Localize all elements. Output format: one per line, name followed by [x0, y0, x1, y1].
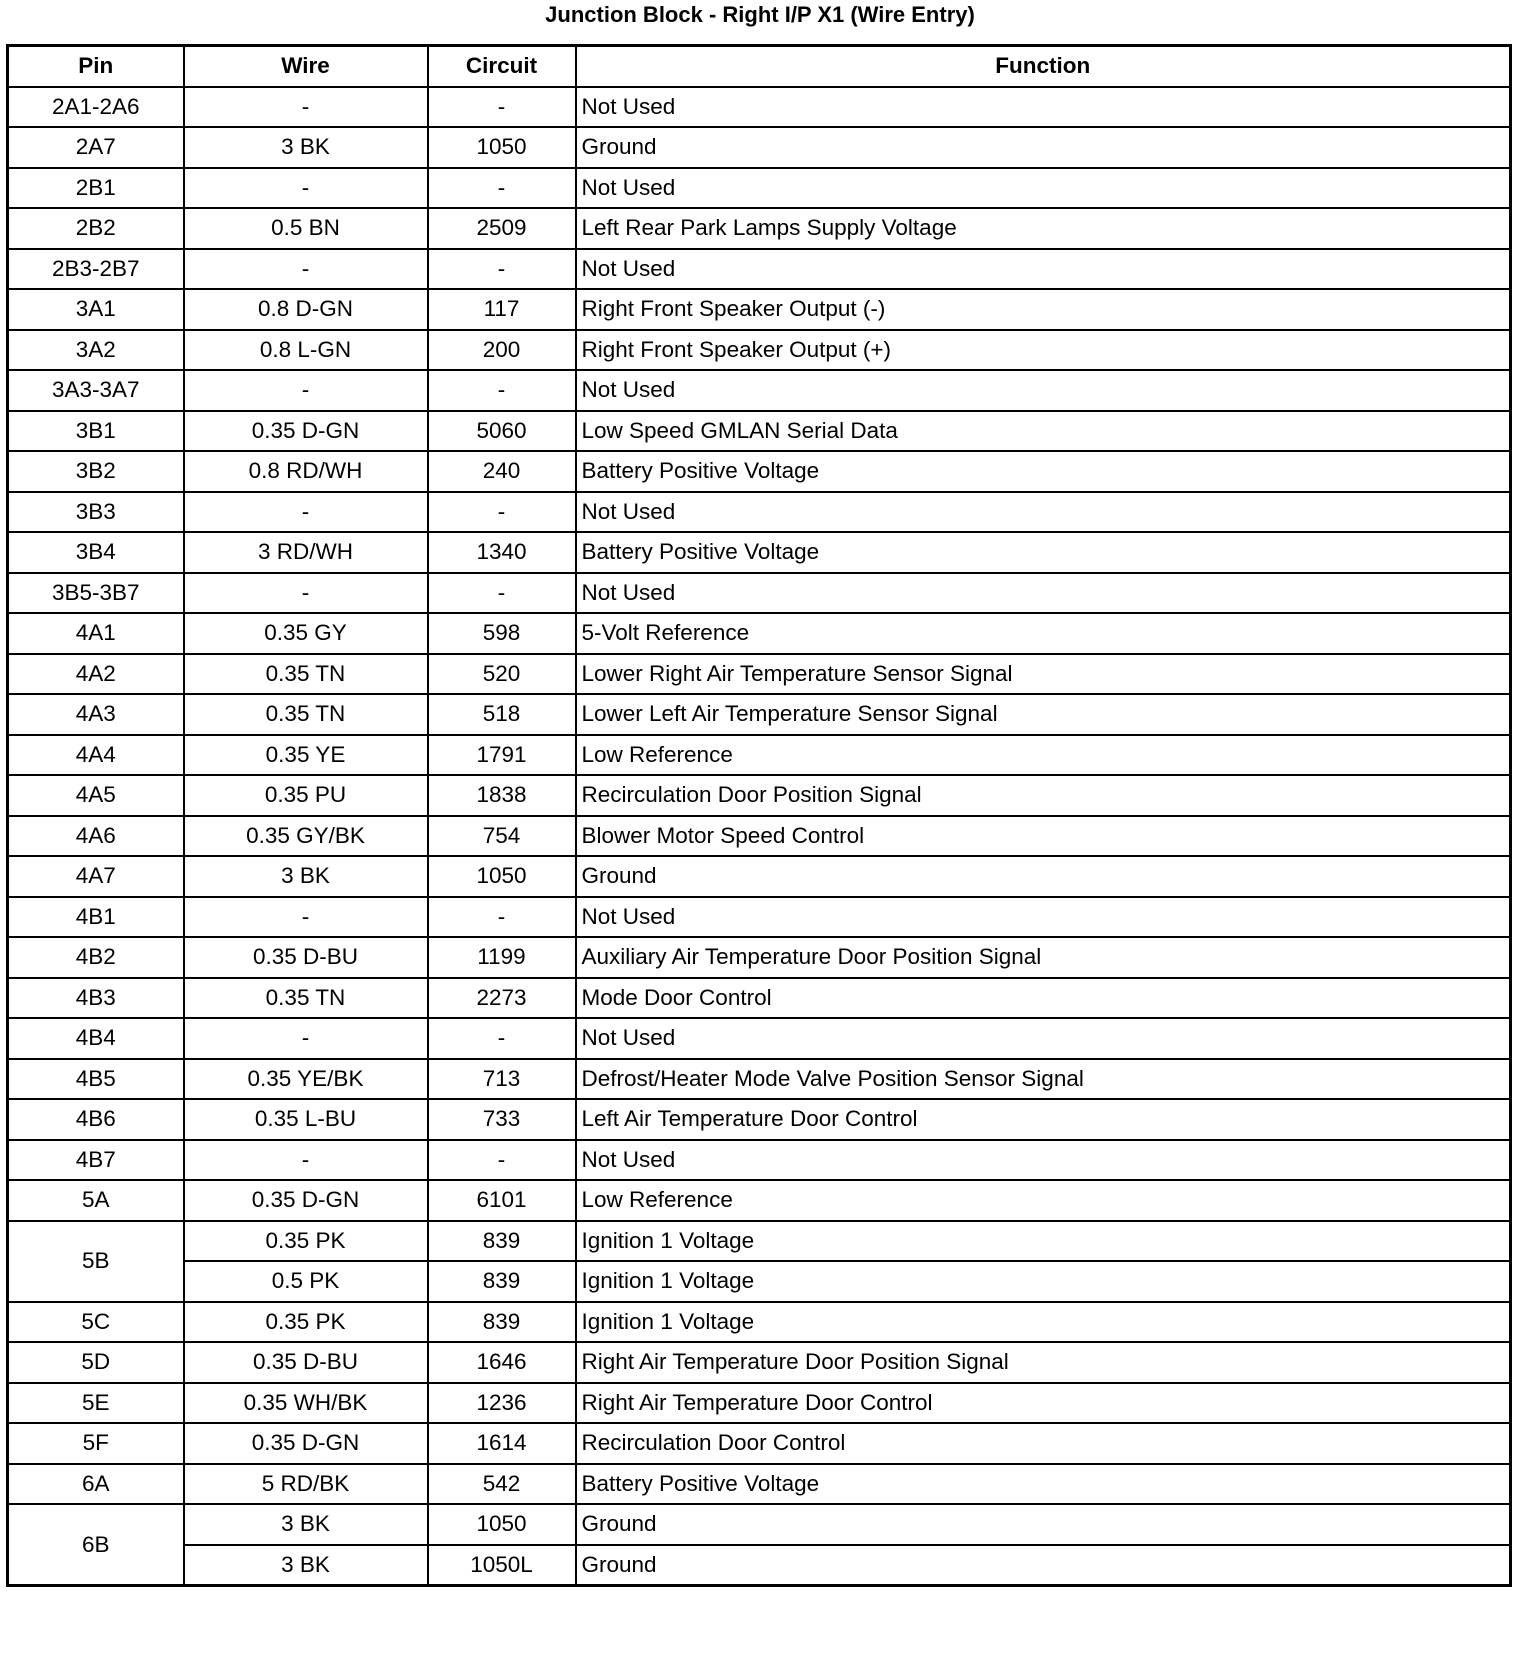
circuit-cell: -: [428, 897, 576, 938]
table-row: [8, 1099, 1511, 1140]
pin-cell: 4B2: [8, 937, 184, 978]
circuit-cell: 1050: [428, 127, 576, 168]
function-cell: Not Used: [576, 249, 1511, 290]
table-row: [8, 937, 1511, 978]
circuit-cell: -: [428, 370, 576, 411]
table-row: [8, 411, 1511, 452]
table-row: [8, 1059, 1511, 1100]
table-row: [8, 87, 1511, 128]
pin-cell: 4B4: [8, 1018, 184, 1059]
pin-cell: 4B1: [8, 897, 184, 938]
function-cell: Battery Positive Voltage: [576, 1464, 1511, 1505]
function-cell: Ignition 1 Voltage: [576, 1221, 1511, 1262]
function-cell: Not Used: [576, 492, 1511, 533]
pin-cell: 4B6: [8, 1099, 184, 1140]
pin-cell: 2B1: [8, 168, 184, 209]
function-cell: Right Front Speaker Output (-): [576, 289, 1511, 330]
table-body: [8, 87, 1511, 1586]
wire-cell: 5 RD/BK: [184, 1464, 428, 1505]
circuit-cell: 1646: [428, 1342, 576, 1383]
wire-cell: 0.5 BN: [184, 208, 428, 249]
table-row: [8, 1221, 1511, 1262]
wire-cell: 0.35 PK: [184, 1221, 428, 1262]
wire-cell: -: [184, 897, 428, 938]
wire-cell: 0.35 L-BU: [184, 1099, 428, 1140]
wire-cell: 3 BK: [184, 1545, 428, 1586]
circuit-cell: -: [428, 1140, 576, 1181]
function-cell: Right Front Speaker Output (+): [576, 330, 1511, 371]
circuit-cell: 1050: [428, 1504, 576, 1545]
function-cell: Low Reference: [576, 1180, 1511, 1221]
pin-cell: 5A: [8, 1180, 184, 1221]
circuit-cell: 6101: [428, 1180, 576, 1221]
table-row: [8, 1504, 1511, 1545]
table-row: [8, 1140, 1511, 1181]
circuit-cell: -: [428, 573, 576, 614]
table-row: [8, 532, 1511, 573]
function-cell: Lower Left Air Temperature Sensor Signal: [576, 694, 1511, 735]
pin-cell: 4B3: [8, 978, 184, 1019]
function-cell: Battery Positive Voltage: [576, 532, 1511, 573]
function-cell: Right Air Temperature Door Control: [576, 1383, 1511, 1424]
wire-cell: -: [184, 1140, 428, 1181]
wire-cell: 0.35 TN: [184, 694, 428, 735]
function-cell: Low Speed GMLAN Serial Data: [576, 411, 1511, 452]
circuit-cell: 1791: [428, 735, 576, 776]
function-cell: Not Used: [576, 168, 1511, 209]
function-cell: Lower Right Air Temperature Sensor Signal: [576, 654, 1511, 695]
pin-cell: 3B1: [8, 411, 184, 452]
function-cell: Recirculation Door Position Signal: [576, 775, 1511, 816]
function-cell: Not Used: [576, 87, 1511, 128]
circuit-cell: 1050: [428, 856, 576, 897]
pin-cell: 4A7: [8, 856, 184, 897]
table-row: [8, 208, 1511, 249]
pin-cell: 4A6: [8, 816, 184, 857]
page-title: Junction Block - Right I/P X1 (Wire Entry): [545, 2, 975, 27]
pin-cell: 2B3-2B7: [8, 249, 184, 290]
circuit-cell: 598: [428, 613, 576, 654]
function-cell: Left Air Temperature Door Control: [576, 1099, 1511, 1140]
function-cell: Right Air Temperature Door Position Signal: [576, 1342, 1511, 1383]
column-header-circuit: Circuit: [428, 46, 576, 87]
circuit-cell: 240: [428, 451, 576, 492]
table-row: [8, 1383, 1511, 1424]
pin-cell: 5D: [8, 1342, 184, 1383]
table-row: [8, 735, 1511, 776]
pin-cell: 6B: [8, 1504, 184, 1586]
pin-cell: 4A2: [8, 654, 184, 695]
wire-cell: 0.35 D-GN: [184, 411, 428, 452]
table-row: [8, 492, 1511, 533]
wire-cell: -: [184, 87, 428, 128]
circuit-cell: 542: [428, 1464, 576, 1505]
wire-cell: 3 BK: [184, 127, 428, 168]
table-row: [8, 1545, 1511, 1586]
table-row: [8, 1464, 1511, 1505]
pin-cell: 3A1: [8, 289, 184, 330]
function-cell: Blower Motor Speed Control: [576, 816, 1511, 857]
table-row: [8, 168, 1511, 209]
circuit-cell: 1614: [428, 1423, 576, 1464]
wire-cell: 0.35 TN: [184, 654, 428, 695]
pin-cell: 2A1-2A6: [8, 87, 184, 128]
wire-cell: 0.35 WH/BK: [184, 1383, 428, 1424]
wire-cell: 0.35 GY: [184, 613, 428, 654]
function-cell: Defrost/Heater Mode Valve Position Sensor Signal: [576, 1059, 1511, 1100]
wire-cell: 0.35 YE: [184, 735, 428, 776]
pin-cell: 3B2: [8, 451, 184, 492]
function-cell: Mode Door Control: [576, 978, 1511, 1019]
pin-cell: 3A2: [8, 330, 184, 371]
circuit-cell: -: [428, 168, 576, 209]
function-cell: Ground: [576, 1545, 1511, 1586]
pin-cell: 5B: [8, 1221, 184, 1302]
circuit-cell: 733: [428, 1099, 576, 1140]
wire-cell: 0.35 D-GN: [184, 1423, 428, 1464]
pin-cell: 3A3-3A7: [8, 370, 184, 411]
table-row: [8, 1180, 1511, 1221]
circuit-cell: 1199: [428, 937, 576, 978]
table-row: [8, 573, 1511, 614]
pin-cell: 3B5-3B7: [8, 573, 184, 614]
pin-cell: 5C: [8, 1302, 184, 1343]
connector-pin-table: [6, 44, 1512, 1587]
column-header-function: Function: [576, 46, 1511, 87]
circuit-cell: 2509: [428, 208, 576, 249]
column-header-wire: Wire: [184, 46, 428, 87]
wire-cell: -: [184, 573, 428, 614]
function-cell: Recirculation Door Control: [576, 1423, 1511, 1464]
circuit-cell: 5060: [428, 411, 576, 452]
table-row: [8, 1261, 1511, 1302]
wire-cell: 0.35 PU: [184, 775, 428, 816]
table-row: [8, 1342, 1511, 1383]
pin-cell: 4B7: [8, 1140, 184, 1181]
table-row: [8, 694, 1511, 735]
pin-cell: 4A4: [8, 735, 184, 776]
wire-cell: 0.35 YE/BK: [184, 1059, 428, 1100]
table-row: [8, 775, 1511, 816]
circuit-cell: 518: [428, 694, 576, 735]
table-row: [8, 370, 1511, 411]
circuit-cell: 1050L: [428, 1545, 576, 1586]
pin-cell: 2A7: [8, 127, 184, 168]
wire-cell: 0.8 L-GN: [184, 330, 428, 371]
pin-cell: 3B3: [8, 492, 184, 533]
function-cell: Ground: [576, 1504, 1511, 1545]
wire-cell: 0.5 PK: [184, 1261, 428, 1302]
function-cell: Not Used: [576, 1140, 1511, 1181]
wire-cell: 0.35 PK: [184, 1302, 428, 1343]
table-row: [8, 654, 1511, 695]
wire-cell: 0.35 D-BU: [184, 1342, 428, 1383]
function-cell: Ignition 1 Voltage: [576, 1261, 1511, 1302]
function-cell: Not Used: [576, 573, 1511, 614]
pin-cell: 5E: [8, 1383, 184, 1424]
pin-cell: 2B2: [8, 208, 184, 249]
function-cell: Battery Positive Voltage: [576, 451, 1511, 492]
circuit-cell: 1838: [428, 775, 576, 816]
wire-cell: 3 BK: [184, 856, 428, 897]
table-row: [8, 289, 1511, 330]
column-header-pin: Pin: [8, 46, 184, 87]
wire-cell: 0.35 D-BU: [184, 937, 428, 978]
pin-cell: 4A3: [8, 694, 184, 735]
circuit-cell: 2273: [428, 978, 576, 1019]
wire-cell: -: [184, 370, 428, 411]
function-cell: Ground: [576, 856, 1511, 897]
table-row: [8, 613, 1511, 654]
function-cell: Auxiliary Air Temperature Door Position Signal: [576, 937, 1511, 978]
circuit-cell: 754: [428, 816, 576, 857]
wire-cell: -: [184, 168, 428, 209]
circuit-cell: 117: [428, 289, 576, 330]
table-row: [8, 451, 1511, 492]
table-row: [8, 1302, 1511, 1343]
function-cell: Not Used: [576, 370, 1511, 411]
circuit-cell: 1340: [428, 532, 576, 573]
pin-cell: 4A5: [8, 775, 184, 816]
circuit-cell: 839: [428, 1261, 576, 1302]
circuit-cell: -: [428, 87, 576, 128]
circuit-cell: 200: [428, 330, 576, 371]
wire-cell: -: [184, 249, 428, 290]
wire-cell: -: [184, 1018, 428, 1059]
wire-cell: 0.35 D-GN: [184, 1180, 428, 1221]
table-row: [8, 978, 1511, 1019]
pin-cell: 5F: [8, 1423, 184, 1464]
function-cell: Not Used: [576, 897, 1511, 938]
circuit-cell: -: [428, 492, 576, 533]
function-cell: Ground: [576, 127, 1511, 168]
pin-cell: 4B5: [8, 1059, 184, 1100]
circuit-cell: 839: [428, 1302, 576, 1343]
function-cell: Not Used: [576, 1018, 1511, 1059]
table-row: [8, 1423, 1511, 1464]
wire-cell: 0.35 GY/BK: [184, 816, 428, 857]
function-cell: Low Reference: [576, 735, 1511, 776]
wire-cell: 0.8 RD/WH: [184, 451, 428, 492]
table-row: [8, 816, 1511, 857]
circuit-cell: 839: [428, 1221, 576, 1262]
table-row: [8, 1018, 1511, 1059]
wire-cell: 3 RD/WH: [184, 532, 428, 573]
pin-cell: 4A1: [8, 613, 184, 654]
wire-cell: -: [184, 492, 428, 533]
circuit-cell: -: [428, 249, 576, 290]
circuit-cell: 713: [428, 1059, 576, 1100]
wire-cell: 3 BK: [184, 1504, 428, 1545]
table-row: [8, 127, 1511, 168]
wire-cell: 0.35 TN: [184, 978, 428, 1019]
table-row: [8, 330, 1511, 371]
table-row: [8, 897, 1511, 938]
wire-cell: 0.8 D-GN: [184, 289, 428, 330]
pin-cell: 6A: [8, 1464, 184, 1505]
function-cell: Left Rear Park Lamps Supply Voltage: [576, 208, 1511, 249]
pin-cell: 3B4: [8, 532, 184, 573]
circuit-cell: -: [428, 1018, 576, 1059]
table-row: [8, 249, 1511, 290]
function-cell: Ignition 1 Voltage: [576, 1302, 1511, 1343]
table-header-row: [8, 46, 1511, 87]
circuit-cell: 520: [428, 654, 576, 695]
table-row: [8, 856, 1511, 897]
function-cell: 5-Volt Reference: [576, 613, 1511, 654]
circuit-cell: 1236: [428, 1383, 576, 1424]
